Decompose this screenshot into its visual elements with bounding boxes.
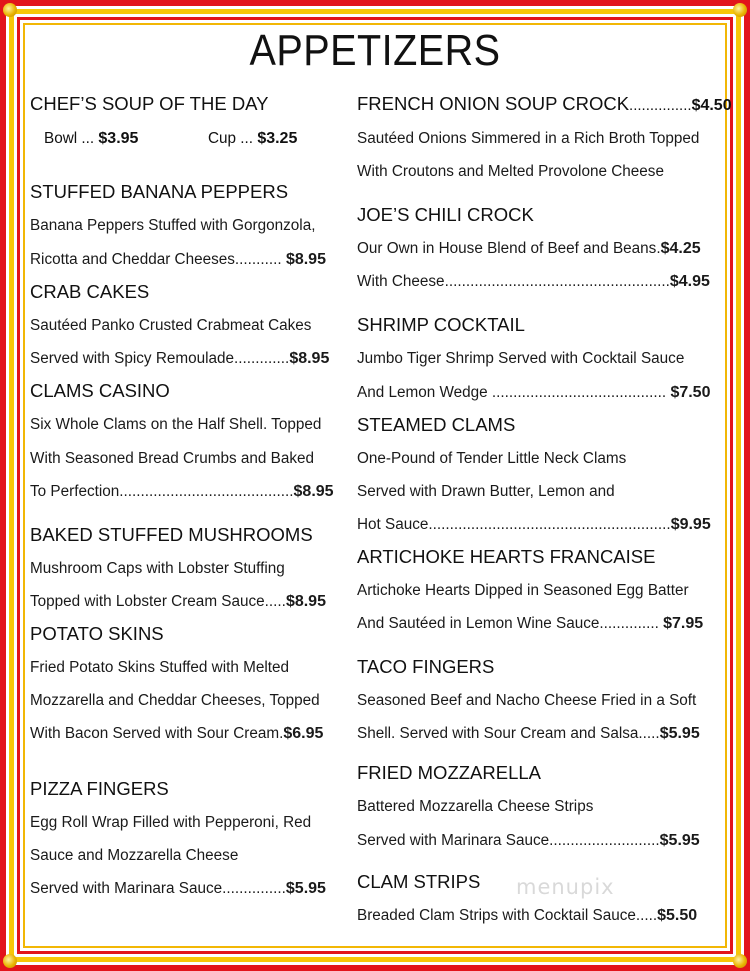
item-description: Our Own in House Blend of Beef and Beans. (357, 240, 661, 257)
item-description-price-line (30, 350, 329, 368)
item-description-price-line (357, 832, 700, 850)
item-price: $8.95 (289, 350, 330, 367)
item-leader-dots: ............... (629, 97, 692, 114)
item-description: Served with Marinara Sauce.......................... (357, 832, 660, 849)
item-description: Ricotta and Cheddar Cheeses........... (30, 251, 286, 268)
item-name-french-onion (357, 93, 732, 115)
item-name-clams-casino: CLAMS CASINO (30, 380, 170, 401)
item-price: $5.95 (285, 880, 326, 897)
item-name: FRENCH ONION SOUP CROCK (357, 93, 630, 114)
item-description: Fried Potato Skins Stuffed with Melted (30, 659, 290, 676)
item-price: $4.25 (660, 240, 701, 257)
item-description: Egg Roll Wrap Filled with Pepperoni, Red (30, 814, 312, 831)
item-price: $4.95 (669, 273, 710, 290)
item-description-price-line (357, 384, 710, 402)
item-price: $5.95 (659, 725, 700, 742)
item-description: Topped with Lobster Cream Sauce..... (30, 593, 286, 610)
corner-ornament-icon (3, 954, 17, 968)
item-description: Served with Spicy Remoulade............. (30, 350, 290, 367)
item-description-price-line (357, 240, 701, 258)
item-name-banana-peppers: STUFFED BANANA PEPPERS (30, 181, 289, 202)
item-description: With Seasoned Bread Crumbs and Baked (30, 450, 315, 467)
item-description: One-Pound of Tender Little Neck Clams (357, 450, 627, 467)
item-description: Battered Mozzarella Cheese Strips (357, 798, 594, 815)
item-description: Jumbo Tiger Shrimp Served with Cocktail Sauce (357, 350, 685, 367)
item-description: Sauce and Mozzarella Cheese (30, 847, 239, 864)
item-description: Mozzarella and Cheddar Cheeses, Topped (30, 692, 320, 709)
item-description-price-line (30, 725, 323, 743)
item-description: Six Whole Clams on the Half Shell. Topped (30, 416, 322, 433)
item-price: $7.50 (670, 384, 711, 401)
item-description: And Sautéed in Lemon Wine Sauce.............. (357, 615, 664, 632)
corner-ornament-icon (733, 954, 747, 968)
soup-cup-option (208, 130, 297, 148)
corner-ornament-icon (733, 3, 747, 17)
item-price: $5.50 (657, 907, 698, 924)
page-title: APPETIZERS (249, 26, 501, 75)
item-name-pizza-fingers: PIZZA FINGERS (30, 778, 169, 799)
item-description: And Lemon Wedge ......................................... (357, 384, 671, 401)
item-name-fried-mozzarella: FRIED MOZZARELLA (357, 762, 541, 783)
item-description: Seasoned Beef and Nacho Cheese Fried in a Soft (357, 692, 697, 709)
item-name-potato-skins: POTATO SKINS (30, 623, 164, 644)
soup-bowl-option (44, 130, 138, 148)
item-description: Breaded Clam Strips with Cocktail Sauce..... (357, 907, 658, 924)
item-description-price-line (30, 483, 334, 501)
item-description-price-line (30, 880, 326, 898)
item-description: Sautéed Panko Crusted Crabmeat Cakes (30, 317, 312, 334)
item-name-crab-cakes: CRAB CAKES (30, 281, 150, 302)
item-description: Mushroom Caps with Lobster Stuffing (30, 560, 285, 577)
item-name-chili-crock: JOE’S CHILI CROCK (357, 204, 534, 225)
item-name-chefs-soup: CHEF’S SOUP OF THE DAY (30, 93, 269, 114)
item-description: Sautéed Onions Simmered in a Rich Broth Topped (357, 130, 700, 147)
item-description-price-line (30, 251, 326, 269)
cup-price: $3.25 (257, 130, 298, 147)
item-description-price-line (357, 516, 711, 534)
item-description-price-line (357, 725, 700, 743)
item-price: $8.95 (293, 483, 334, 500)
item-description: Served with Marinara Sauce............... (30, 880, 286, 897)
item-price: $8.95 (285, 593, 326, 610)
item-description-price-line (30, 593, 326, 611)
item-price: $8.95 (285, 251, 326, 268)
cup-label: Cup ... (208, 130, 258, 147)
item-name-clam-strips: CLAM STRIPS (357, 871, 481, 892)
item-description: Artichoke Hearts Dipped in Seasoned Egg Batter (357, 582, 689, 599)
item-description: To Perfection......................................... (30, 483, 294, 500)
item-description-price-line (357, 907, 697, 925)
item-description: With Cheese..................................................... (357, 273, 670, 290)
item-description: With Bacon Served with Sour Cream. (30, 725, 284, 742)
item-name-stuffed-mushrooms: BAKED STUFFED MUSHROOMS (30, 524, 313, 545)
bowl-label: Bowl ... (44, 130, 99, 147)
item-price: $5.95 (659, 832, 700, 849)
item-description-price-line (357, 273, 710, 291)
corner-ornament-icon (3, 3, 17, 17)
item-price: $7.95 (663, 615, 704, 632)
item-description: Served with Drawn Butter, Lemon and (357, 483, 615, 500)
item-description: Hot Sauce......................................................... (357, 516, 671, 533)
item-description: Shell. Served with Sour Cream and Salsa..... (357, 725, 660, 742)
watermark: menupix (516, 875, 615, 899)
item-name-steamed-clams: STEAMED CLAMS (357, 414, 516, 435)
bowl-price: $3.95 (98, 130, 139, 147)
item-name-taco-fingers: TACO FINGERS (357, 656, 495, 677)
item-description: With Croutons and Melted Provolone Cheese (357, 163, 664, 180)
item-price: $9.95 (670, 516, 711, 533)
item-name-artichoke-hearts: ARTICHOKE HEARTS FRANCAISE (357, 546, 656, 567)
item-name-shrimp-cocktail: SHRIMP COCKTAIL (357, 314, 525, 335)
item-description: Banana Peppers Stuffed with Gorgonzola, (30, 217, 316, 234)
item-price: $4.50 (691, 97, 732, 114)
item-price: $6.95 (283, 725, 324, 742)
item-description-price-line (357, 615, 703, 633)
